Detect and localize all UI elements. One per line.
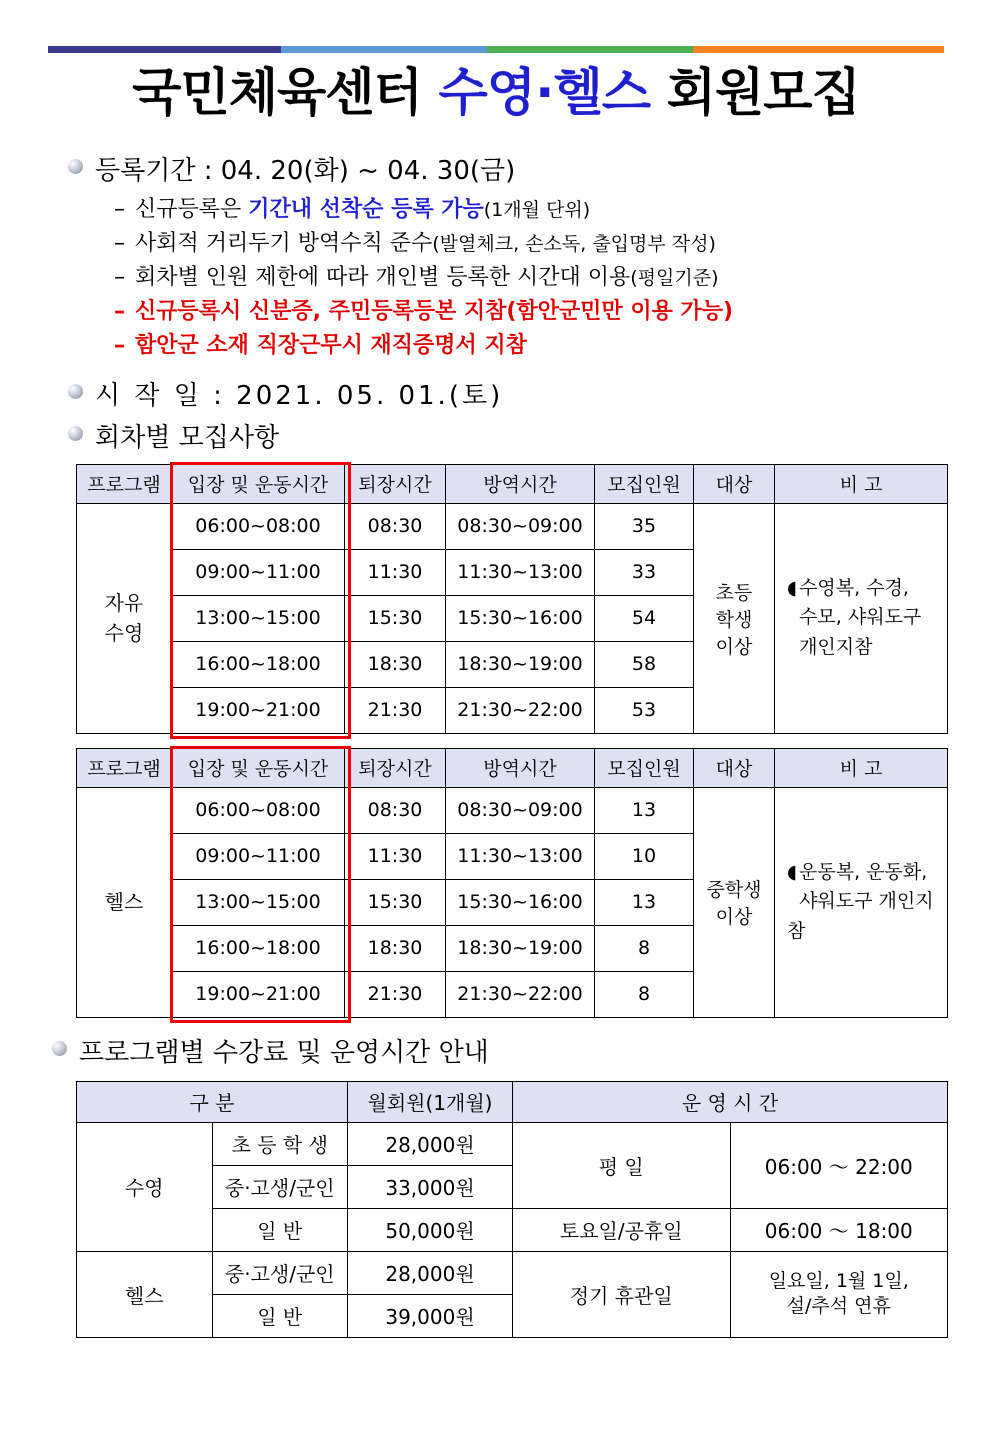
cell-capacity: 8 [595,925,694,971]
cell-cleaning-time: 21:30~22:00 [446,971,595,1017]
title-part-2: 수영·헬스 [438,64,650,123]
table-row [77,1122,948,1165]
cell-op-value: 일요일, 1월 1일, 설/추석 연휴 [730,1251,948,1337]
fee-heading-row [52,1032,948,1069]
table-row [77,503,948,549]
list-item-text: 함안군 소재 직장근무시 재직증명서 지참 [135,332,527,358]
col-operating-hours: 운 영 시 간 [513,1081,948,1122]
cell-program-swim: 수영 [77,1122,213,1251]
gym-schedule-table [76,748,948,1018]
cell-price: 39,000원 [348,1294,513,1337]
cell-capacity: 35 [595,503,694,549]
col-capacity: 모집인원 [595,748,694,787]
dash-marker: – [114,298,125,324]
col-category: 구 분 [77,1081,348,1122]
cell-enter-time: 09:00~11:00 [172,549,345,595]
dash-marker: – [114,230,125,256]
cell-kind: 일 반 [212,1208,348,1251]
notice-block [44,150,948,454]
col-program: 프로그램 [77,748,172,787]
swim-schedule-wrapper [44,464,948,734]
cell-exit-time: 18:30 [345,641,446,687]
cell-cleaning-time: 08:30~09:00 [446,503,595,549]
col-monthly-fee: 월회원(1개월) [348,1081,513,1122]
col-cleaning-time: 방역시간 [446,464,595,503]
list-item [114,328,948,359]
cell-price: 28,000원 [348,1251,513,1294]
title-part-1: 국민체육센터 [132,64,439,123]
session-heading-row [68,417,948,454]
rule-segment-1 [48,46,281,53]
cell-kind: 중·고생/군인 [212,1165,348,1208]
bullet-ball-icon [68,426,83,441]
cell-cleaning-time: 08:30~09:00 [446,787,595,833]
cell-exit-time: 11:30 [345,549,446,595]
cell-exit-time: 21:30 [345,971,446,1017]
dash-marker: – [114,264,125,290]
cell-enter-time: 09:00~11:00 [172,833,345,879]
swim-schedule-table [76,464,948,734]
cell-target: 중학생 이상 [694,787,775,1017]
col-capacity: 모집인원 [595,464,694,503]
cell-op-label: 토요일/공휴일 [513,1208,731,1251]
title-part-3: 회원모집 [649,64,860,123]
cell-enter-time: 06:00~08:00 [172,503,345,549]
cell-capacity: 58 [595,641,694,687]
gym-schedule-wrapper [44,748,948,1018]
col-target: 대상 [694,464,775,503]
cell-enter-time: 13:00~15:00 [172,879,345,925]
cell-exit-time: 15:30 [345,595,446,641]
cell-enter-time: 16:00~18:00 [172,925,345,971]
cell-capacity: 13 [595,879,694,925]
table-header-row [77,1081,948,1122]
page-title [44,65,948,124]
list-item [114,226,948,257]
cell-cleaning-time: 11:30~13:00 [446,549,595,595]
cell-enter-time: 06:00~08:00 [172,787,345,833]
fee-table [76,1081,948,1338]
cell-enter-time: 16:00~18:00 [172,641,345,687]
cell-price: 33,000원 [348,1165,513,1208]
start-date-label: 시 작 일 : 2021. 05. 01.(토) [95,380,504,411]
rule-segment-3 [487,46,693,53]
cell-cleaning-time: 11:30~13:00 [446,833,595,879]
cell-kind: 중·고생/군인 [212,1251,348,1294]
list-item-text: 회차별 인원 제한에 따라 개인별 등록한 시간대 이용(평일기준) [135,264,719,290]
table-header-row [77,464,948,503]
cell-exit-time: 11:30 [345,833,446,879]
col-exit-time: 퇴장시간 [345,748,446,787]
list-item [114,192,948,223]
dash-marker: – [114,332,125,358]
col-exit-time: 퇴장시간 [345,464,446,503]
cell-capacity: 53 [595,687,694,733]
cell-price: 28,000원 [348,1122,513,1165]
col-target: 대상 [694,748,775,787]
list-item-text: 신규등록은 기간내 선착순 등록 가능(1개월 단위) [135,196,591,222]
cell-enter-time: 13:00~15:00 [172,595,345,641]
cell-capacity: 33 [595,549,694,595]
col-enter-exercise-time: 입장 및 운동시간 [172,748,345,787]
cell-remarks: ◖ 수영복, 수경, 수모, 샤워도구 개인지참 [775,503,948,733]
cell-capacity: 8 [595,971,694,1017]
cell-capacity: 10 [595,833,694,879]
cell-op-value: 06:00 ～ 22:00 [730,1122,948,1208]
cell-op-label: 평 일 [513,1122,731,1208]
registration-period-row [68,150,948,187]
bullet-ball-icon [68,384,83,399]
rule-segment-4 [693,46,944,53]
rule-segment-2 [281,46,487,53]
list-item-text: 신규등록시 신분증, 주민등록등본 지참(함안군민만 이용 가능) [135,298,734,324]
cell-enter-time: 19:00~21:00 [172,971,345,1017]
cell-exit-time: 08:30 [345,787,446,833]
bullet-ball-icon [52,1041,67,1056]
cell-program: 헬스 [77,787,172,1017]
cell-enter-time: 19:00~21:00 [172,687,345,733]
cell-program-gym: 헬스 [77,1251,213,1337]
table-header-row [77,748,948,787]
col-program: 프로그램 [77,464,172,503]
table-row [77,1251,948,1294]
cell-cleaning-time: 18:30~19:00 [446,925,595,971]
cell-exit-time: 15:30 [345,879,446,925]
cell-kind: 초 등 학 생 [212,1122,348,1165]
list-item [114,294,948,325]
cell-cleaning-time: 18:30~19:00 [446,641,595,687]
list-item [114,260,948,291]
cell-capacity: 54 [595,595,694,641]
session-heading: 회차별 모집사항 [95,422,280,453]
bullet-ball-icon [68,159,83,174]
cell-exit-time: 18:30 [345,925,446,971]
cell-kind: 일 반 [212,1294,348,1337]
cell-cleaning-time: 15:30~16:00 [446,595,595,641]
col-remarks: 비 고 [775,464,948,503]
cell-exit-time: 08:30 [345,503,446,549]
list-item-text: 사회적 거리두기 방역수칙 준수(발열체크, 손소독, 출입명부 작성) [135,230,716,256]
fee-heading-block [44,1032,948,1069]
dash-marker: – [114,196,125,222]
registration-period-label: 등록기간 : 04. 20(화) ~ 04. 30(금) [95,155,516,186]
col-cleaning-time: 방역시간 [446,748,595,787]
start-date-row [68,375,948,412]
cell-op-value: 06:00 ～ 18:00 [730,1208,948,1251]
cell-target: 초등 학생 이상 [694,503,775,733]
table-row [77,787,948,833]
col-enter-exercise-time: 입장 및 운동시간 [172,464,345,503]
col-remarks: 비 고 [775,748,948,787]
fee-heading: 프로그램별 수강료 및 운영시간 안내 [79,1037,489,1068]
poster-page [0,46,992,1449]
cell-program: 자유 수영 [77,503,172,733]
cell-cleaning-time: 21:30~22:00 [446,687,595,733]
cell-price: 50,000원 [348,1208,513,1251]
cell-cleaning-time: 15:30~16:00 [446,879,595,925]
cell-capacity: 13 [595,787,694,833]
top-color-rule [48,46,944,53]
cell-op-label: 정기 휴관일 [513,1251,731,1337]
cell-exit-time: 21:30 [345,687,446,733]
cell-remarks: ◖ 운동복, 운동화, 샤워도구 개인지참 [775,787,948,1017]
